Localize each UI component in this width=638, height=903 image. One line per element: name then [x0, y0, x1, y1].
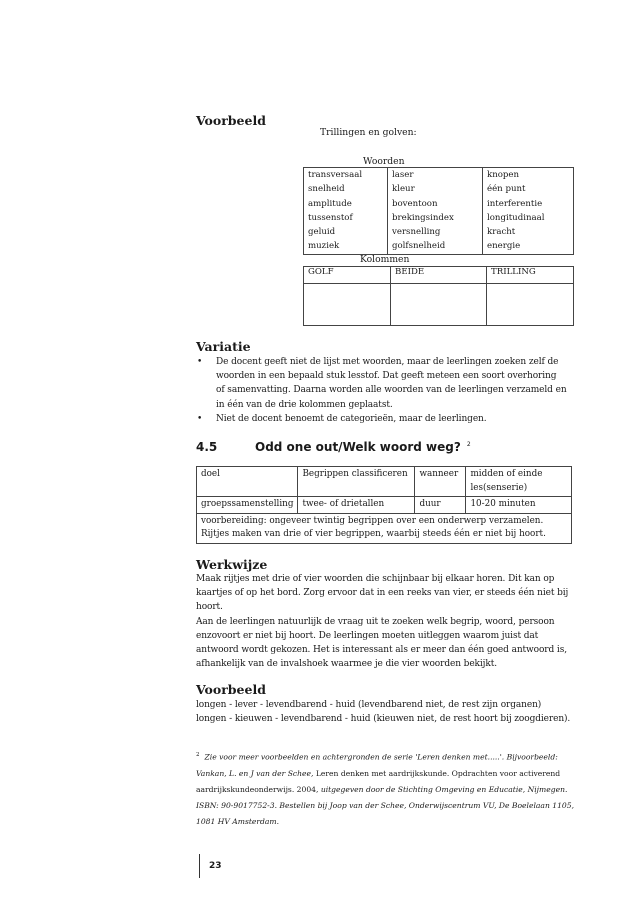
footnote [196, 747, 574, 831]
words-table-cell: kracht [487, 227, 516, 238]
section-number: 4.5 [196, 440, 218, 454]
words-table-cell: knopen [487, 170, 520, 180]
words-table-cell: brekingsindex [388, 211, 483, 225]
words-table-row [304, 168, 574, 183]
meta-value-doel: Begrippen classificeren [298, 467, 415, 497]
columns-label: Kolommen [360, 254, 410, 265]
words-table-row [304, 239, 574, 254]
variatie-item-text: De docent geeft niet de lijst met woorden, maar de leerlingen zoeken zelf de woorden in een bepaald stuk lesstof. Dat geeft meteen een soort overhoring of samenvatting. Daarna worden alle woorden van de leerlingen verzameld en in één van de drie kolommen geplaatst. [216, 357, 567, 410]
words-table-cell: kleur [388, 182, 483, 196]
werkwijze-paragraph-1: Maak rijtjes met drie of vier woorden die schijnbaar bij elkaar horen. Dit kan op kaartjes of op het bord. Zorg ervoor dat in een reeks van vier, er steeds één niet bij hoort. [196, 574, 569, 613]
voorbeeld-line-1: longen - lever - levendbarend - huid (levendbarend niet, de rest zijn organen) [196, 700, 542, 710]
words-table-cell: longitudinaal [487, 212, 545, 223]
column-header-golf: GOLF [304, 267, 391, 284]
meta-voorbereiding [197, 513, 572, 543]
column-cell-golf [304, 284, 391, 326]
variatie-item [197, 355, 567, 412]
variatie-heading: Variatie [196, 339, 251, 354]
meta-label-voorbereiding: voorbereiding: [201, 515, 267, 526]
words-table-cell: transversaal [304, 168, 388, 183]
words-table-cell: één punt [487, 184, 526, 195]
meta-label-wanneer: wanneer [415, 467, 466, 497]
words-table-row [304, 182, 574, 196]
footnote-text-upright: Leren denken met aardrijkskunde. Opdrachten voor activerend aardrijkskundeonderwijs. 2004, [196, 768, 561, 794]
variatie-item [197, 412, 567, 426]
voorbeeld-heading-bottom: Voorbeeld [196, 682, 266, 697]
footnote-mark: 2 [196, 752, 200, 758]
meta-label-duur: duur [415, 497, 466, 514]
column-header-trilling: TRILLING [487, 267, 574, 284]
words-table [303, 167, 574, 255]
column-header-beide: BEIDE [391, 267, 487, 284]
page-number: 23 [209, 861, 222, 871]
words-table-body [304, 168, 574, 255]
footnote-text-1: Zie voor meer voorbeelden en achtergronden de serie 'Leren denken met.....'. Bijvoorbeeld: Vankan, L. en J van der Schee, [196, 752, 558, 778]
meta-value-wanneer: midden of einde les(senserie) [466, 467, 572, 497]
werkwijze-paragraph-2: Aan de leerlingen natuurlijk de vraag uit te zoeken welk begrip, woord, persoon enzovoort er niet bij hoort. De leerlingen moeten uitleggen waarom juist dat antwoord wordt gekozen. Het is interessant als er meer dan één goed antwoord is, afhankelijk van de invalshoek waarmee je die vier woorden bekijkt. [196, 616, 567, 670]
words-table-cell: tussenstof [304, 211, 388, 225]
meta-label-doel: doel [197, 467, 298, 497]
words-table-cell: interferentie [487, 198, 543, 209]
words-table-cell: muziek [304, 239, 388, 254]
words-table-cell: boventoon [388, 197, 483, 211]
words-table-row [304, 197, 574, 211]
words-table-cell: laser [388, 168, 483, 183]
meta-value-duur: 10-20 minuten [466, 497, 572, 514]
bullet-icon: • [197, 357, 203, 367]
meta-label-groepssamenstelling: groepssamenstelling [197, 497, 298, 514]
words-table-cell: geluid [304, 225, 388, 239]
words-table-row [304, 225, 574, 239]
section-title-text: Odd one out/Welk woord weg? [255, 440, 461, 454]
werkwijze-heading: Werkwijze [196, 557, 268, 572]
footnote-text-2: uitgegeven door de Stichting Omgeving en Educatie, Nijmegen. ISBN: 90-9017752-3. Bestellen bij Joop van der Schee, Onderwijscentrum VU, De Boelelaan 1105, 1081 HV Amsterdam. [196, 784, 574, 827]
meta-value-voorbereiding: ongeveer twintig begrippen over een onderwerp verzamelen. Rijtjes maken van drie of vier begrippen, waarbij steeds één er niet bij hoort. [201, 515, 546, 539]
words-table-cell: amplitude [304, 197, 388, 211]
activity-meta-table [196, 466, 572, 544]
variatie-list [197, 355, 567, 426]
columns-table [303, 266, 574, 326]
words-label: Woorden [363, 156, 405, 167]
section-footnote-mark: 2 [466, 441, 471, 448]
column-cell-beide [391, 284, 487, 326]
example-subtitle: Trillingen en golven: [320, 127, 417, 138]
variatie-item-text: Niet de docent benoemt de categorieën, maar de leerlingen. [216, 413, 487, 424]
bullet-icon: • [197, 413, 203, 424]
section-title [255, 440, 471, 454]
page-number-divider [199, 854, 200, 878]
words-table-cell: snelheid [304, 182, 388, 196]
column-cell-trilling [487, 284, 574, 326]
voorbeeld-heading-top: Voorbeeld [196, 113, 266, 128]
variatie-list-wrapper [197, 355, 567, 426]
voorbeeld-line-2: longen - kieuwen - levendbarend - huid (kieuwen niet, de rest hoort bij zoogdieren). [196, 714, 571, 725]
words-table-cell: energie [487, 241, 521, 252]
meta-value-groepssamenstelling: twee- of drietallen [298, 497, 415, 514]
words-table-cell: versnelling [388, 225, 483, 239]
words-table-row [304, 211, 574, 225]
voorbeeld-lines [196, 698, 576, 726]
words-table-cell: golfsnelheid [388, 239, 483, 254]
werkwijze-body [196, 572, 572, 671]
